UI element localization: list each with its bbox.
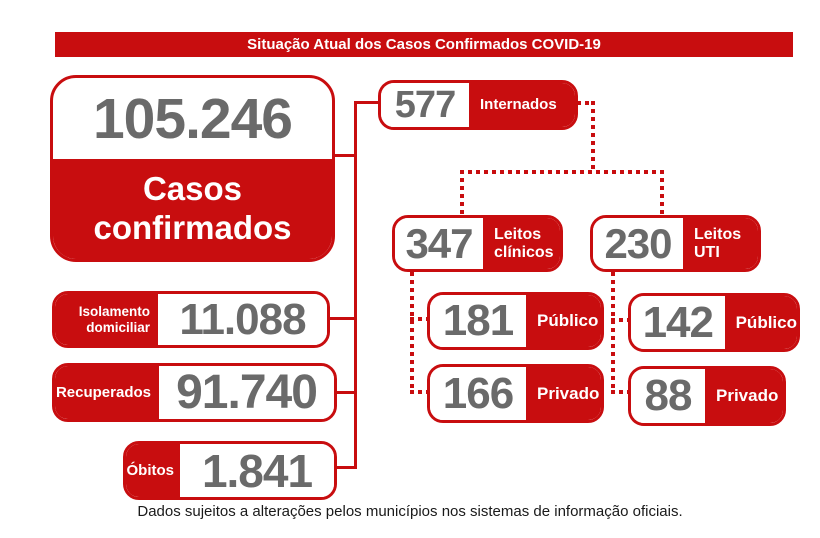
uti-privado-value: 88 [631,369,705,423]
recuperados-label: Recuperados [55,366,159,419]
dotted-split-horizontal [460,170,664,174]
leitos-clinicos-label: Leitos clínicos [483,218,560,269]
dotted-clinicos-down [410,272,414,394]
clinicos-privado-value: 166 [430,367,526,420]
title-banner [55,32,793,57]
clinicos-publico-value: 181 [430,295,526,347]
connector-to-isolamento [328,317,355,320]
internados-value: 577 [381,83,469,127]
obitos-box [123,441,337,500]
dotted-to-leitos-uti [660,170,664,216]
obitos-label: Óbitos [126,444,180,497]
connector-to-recuperados [335,391,355,394]
dotted-uti-down [611,272,615,394]
internados-label: Internados [469,83,575,127]
dotted-to-uti-privado [611,390,629,394]
isolamento-label: Isolamento domiciliar [55,294,158,345]
leitos-uti-label: Leitos UTI [683,218,758,269]
connector-to-obitos [335,466,355,469]
connector-to-internados [354,101,380,104]
recuperados-box [52,363,337,422]
leitos-uti-value: 230 [593,218,683,269]
uti-privado-label: Privado [705,369,783,423]
footer-disclaimer: Dados sujeitos a alterações pelos municípios nos sistemas de informação oficiais. [137,503,683,520]
clinicos-privado-label: Privado [526,367,601,420]
uti-privado-box [628,366,786,426]
dotted-to-clinicos-publico [410,317,428,321]
obitos-value: 1.841 [180,444,334,497]
isolamento-box [52,291,330,348]
dotted-to-leitos-clinicos [460,170,464,216]
leitos-clinicos-box [392,215,563,272]
recuperados-value: 91.740 [159,366,334,419]
clinicos-privado-box [427,364,604,423]
internados-box [378,80,578,130]
uti-publico-value: 142 [631,296,725,349]
casos-confirmados-label: Casos confirmados [53,159,332,259]
leitos-clinicos-value: 347 [395,218,483,269]
dotted-to-uti-publico [611,318,629,322]
clinicos-publico-box [427,292,604,350]
leitos-uti-box [590,215,761,272]
uti-publico-label: Público [725,296,797,349]
casos-confirmados-box [50,75,335,262]
uti-publico-box [628,293,800,352]
page-title: Situação Atual dos Casos Confirmados COVID-19 [247,36,601,53]
dotted-internados-down [591,101,595,173]
clinicos-publico-label: Público [526,295,601,347]
casos-confirmados-value: 105.246 [92,86,293,151]
dotted-to-clinicos-privado [410,390,428,394]
isolamento-value: 11.088 [158,294,327,345]
connector-to-casos [333,154,355,157]
